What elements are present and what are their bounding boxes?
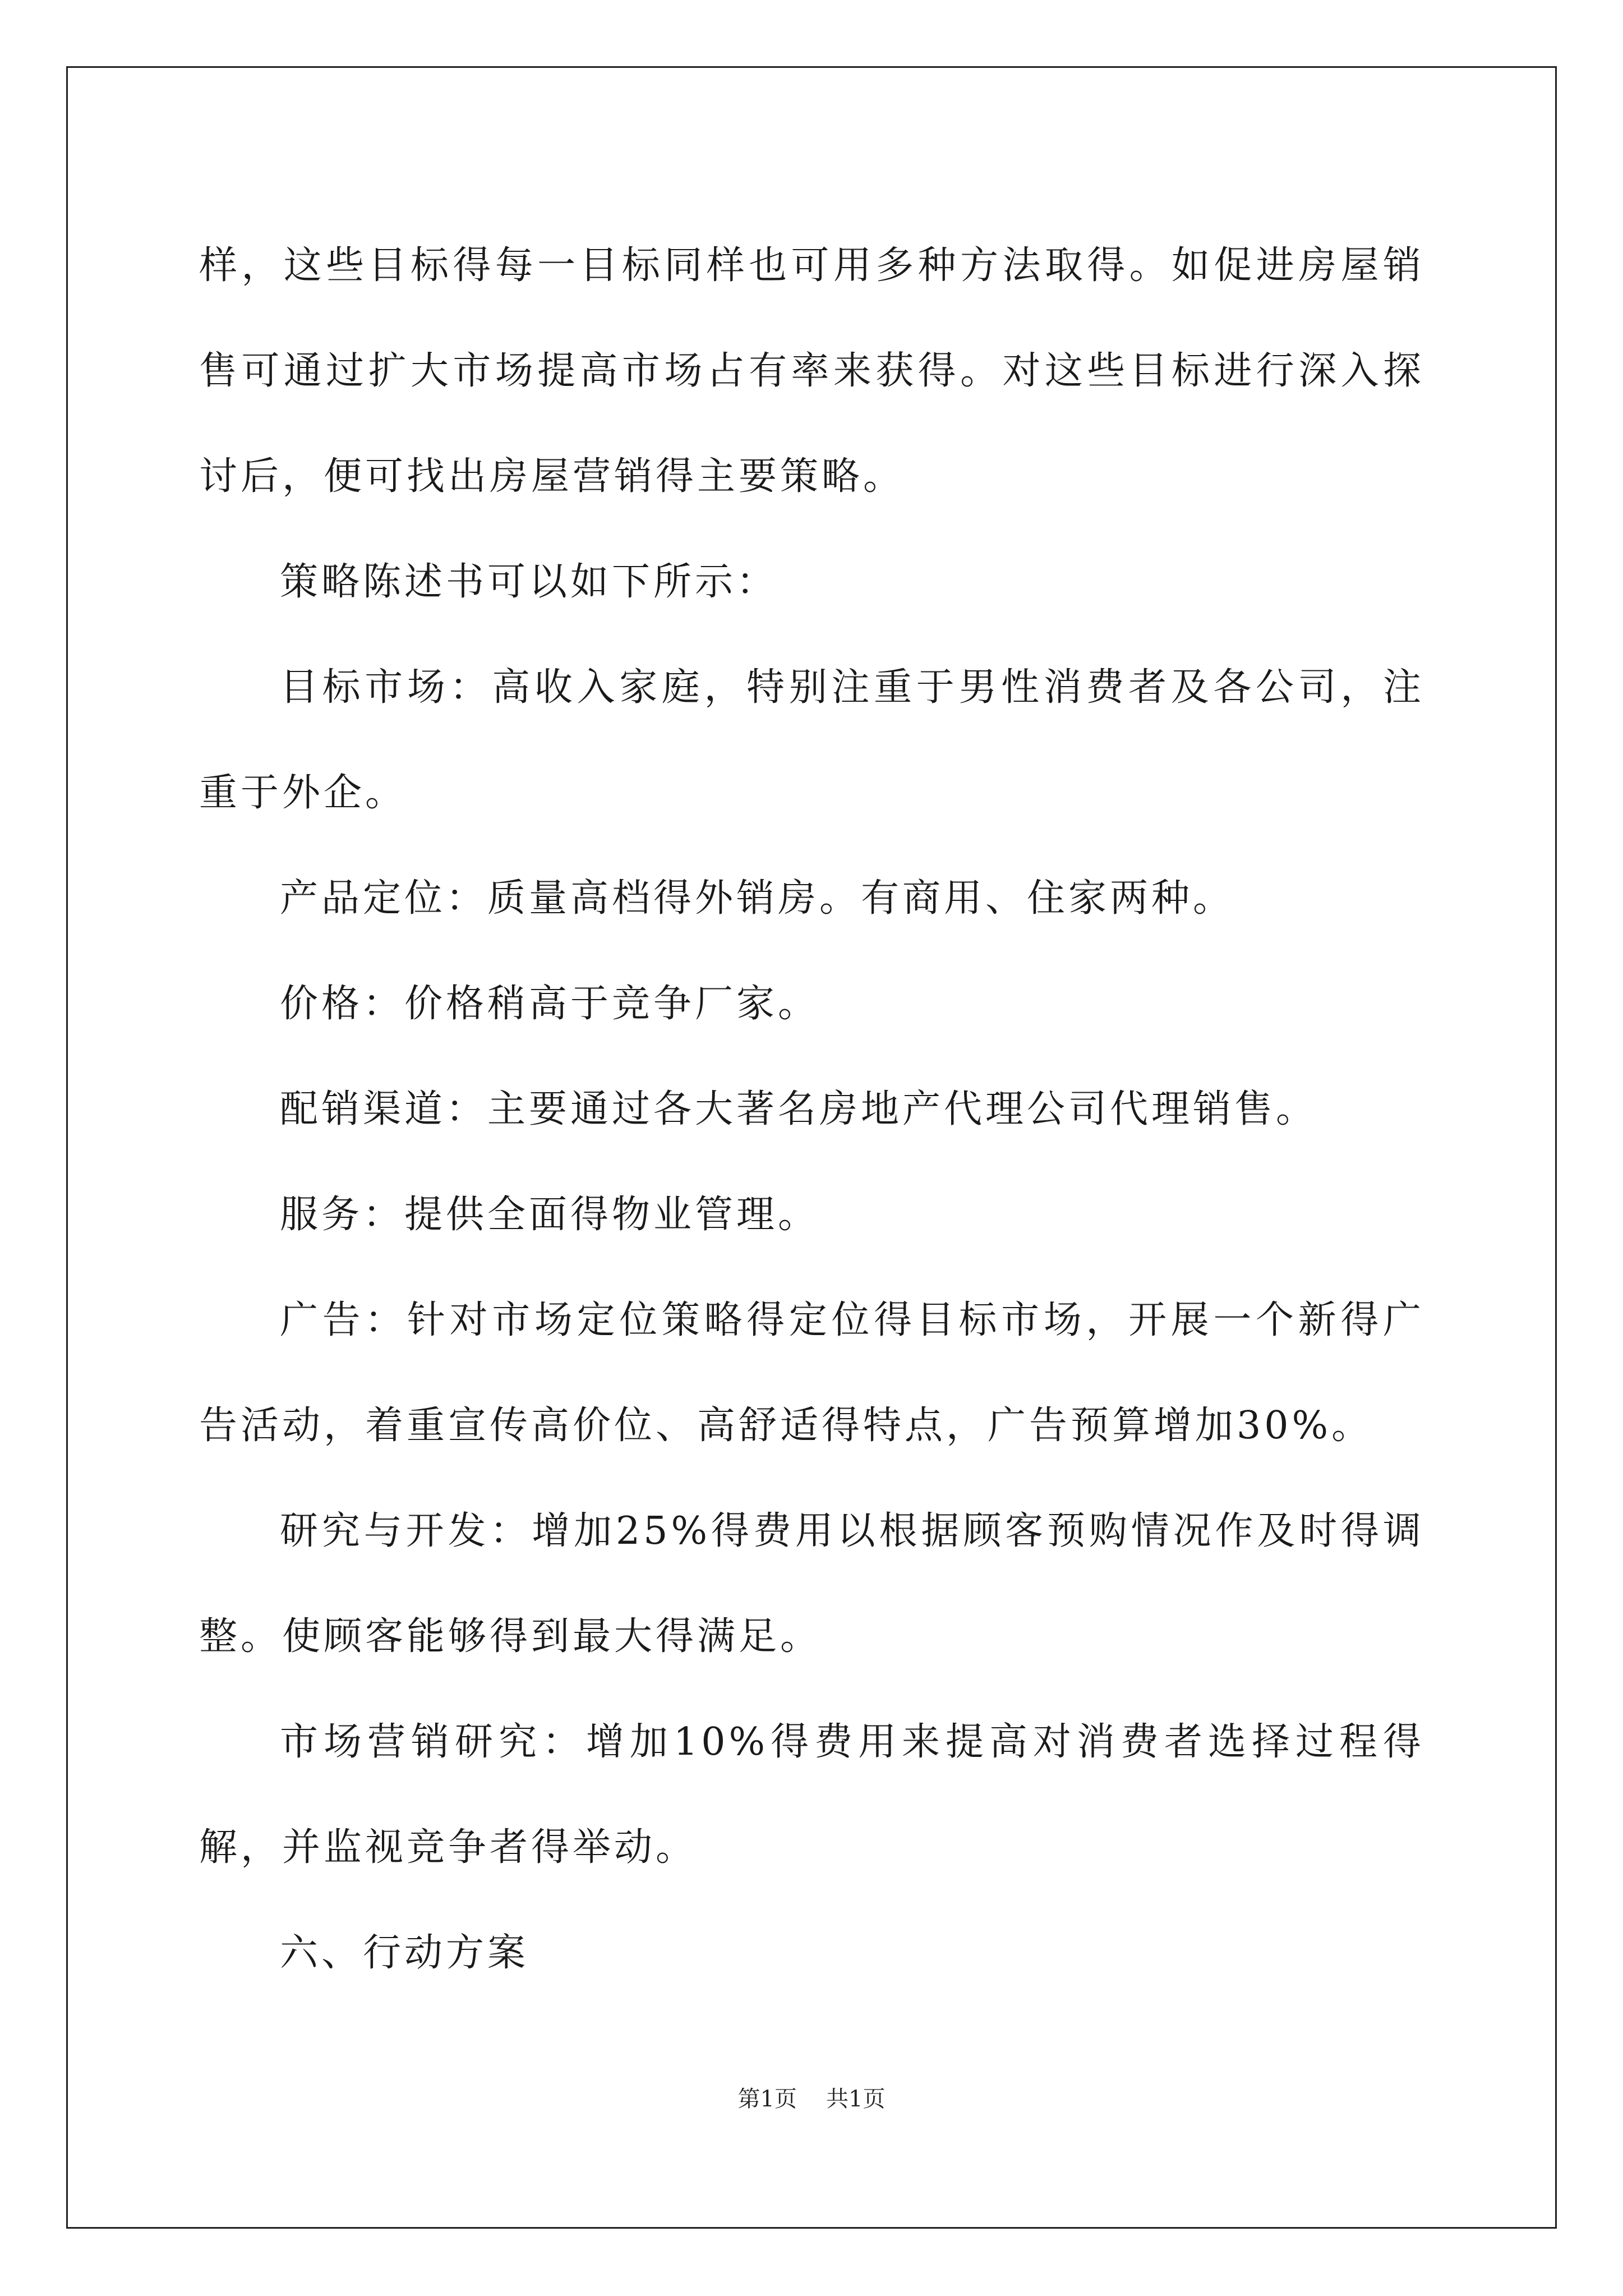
page-number-total: 共1页 <box>826 2086 886 2112</box>
paragraph-9: 研究与开发：增加25%得费用以根据顾客预购情况作及时得调整。使顾客能够得到最大得满足。 <box>199 1509 1424 1659</box>
page-footer <box>0 2082 1623 2116</box>
paragraph-8: 广告：针对市场定位策略得定位得目标市场，开展一个新得广告活动，着重宣传高价位、高舒适得特点，广告预算增加30%。 <box>199 1298 1424 1448</box>
paragraph-2: 策略陈述书可以如下所示： <box>280 560 778 604</box>
paragraph-4: 产品定位：质量高档得外销房。有商用、住家两种。 <box>280 876 1235 921</box>
paragraph-5: 价格：价格稍高于竞争厂家。 <box>280 982 820 1026</box>
paragraph-11: 六、行动方案 <box>280 1931 529 1975</box>
paragraph-3: 目标市场：高收入家庭，特别注重于男性消费者及各公司，注重于外企。 <box>199 665 1424 815</box>
document-body <box>199 213 1424 2006</box>
paragraph-10: 市场营销研究：增加10%得费用来提高对消费者选择过程得解，并监视竞争者得举动。 <box>199 1720 1424 1870</box>
page-number-current: 第1页 <box>737 2086 797 2112</box>
paragraph-6: 配销渠道：主要通过各大著名房地产代理公司代理销售。 <box>280 1087 1318 1131</box>
paragraph-1: 样，这些目标得每一目标同样也可用多种方法取得。如促进房屋销售可通过扩大市场提高市场占有率来获得。对这些目标进行深入探讨后，便可找出房屋营销得主要策略。 <box>199 243 1424 499</box>
paragraph-7: 服务：提供全面得物业管理。 <box>280 1193 820 1237</box>
